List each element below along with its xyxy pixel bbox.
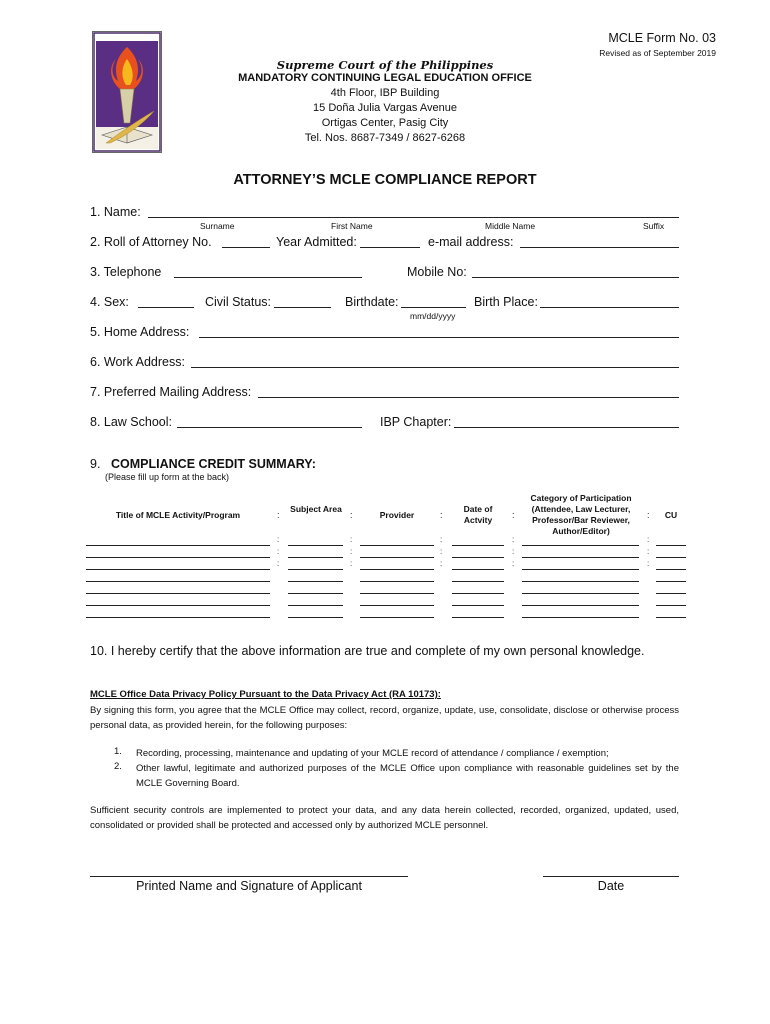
table-cell-category[interactable] <box>522 581 639 582</box>
work-address-label: 6. Work Address: <box>90 355 185 369</box>
table-cell-date[interactable] <box>452 593 504 594</box>
birthdate-hint: mm/dd/yyyy <box>410 311 456 321</box>
privacy-item-1: Recording, processing, maintenance and updating of your MCLE record of attendance / compliance / exemption; <box>136 748 609 759</box>
privacy-item-1-number: 1. <box>114 746 122 757</box>
email-label: e-mail address: <box>428 235 514 249</box>
header-colon: : <box>350 510 353 520</box>
table-cell-date[interactable] <box>452 569 504 570</box>
table-cell-provider[interactable] <box>360 569 434 570</box>
address-line-2: 15 Doña Julia Vargas Avenue <box>313 102 457 114</box>
birthplace-label: Birth Place: <box>474 295 538 309</box>
revision-date: Revised as of September 2019 <box>599 48 716 58</box>
compliance-number: 9. <box>90 457 101 471</box>
table-cell-category[interactable] <box>522 545 639 546</box>
table-cell-title[interactable] <box>86 545 270 546</box>
privacy-item-2-number: 2. <box>114 761 122 772</box>
row-colon: : <box>350 547 353 556</box>
middle-name-caption: Middle Name <box>485 221 536 231</box>
row-colon: : <box>277 535 280 544</box>
row-colon: : <box>350 559 353 568</box>
birthplace-field[interactable] <box>540 307 679 308</box>
table-cell-category[interactable] <box>522 593 639 594</box>
table-cell-cu[interactable] <box>656 617 686 618</box>
col-cu-header: CU <box>664 510 678 520</box>
header-colon: : <box>512 510 515 520</box>
table-cell-subject[interactable] <box>288 617 343 618</box>
compliance-note: (Please fill up form at the back) <box>105 472 230 482</box>
col-subject-header: Subject Area <box>290 504 342 514</box>
table-cell-cu[interactable] <box>656 593 686 594</box>
col-category-header: Category of Participation (Attendee, Law Lecturer, Professor/Bar Reviewer, Author/Editor) <box>530 493 632 536</box>
telephone-field[interactable] <box>174 277 362 278</box>
telephone-numbers: Tel. Nos. 8687-7349 / 8627-6268 <box>304 132 466 144</box>
row-colon: : <box>512 535 515 544</box>
address-line-3: Ortigas Center, Pasig City <box>321 117 449 129</box>
ibp-chapter-field[interactable] <box>454 427 679 428</box>
table-cell-subject[interactable] <box>288 581 343 582</box>
table-cell-date[interactable] <box>452 545 504 546</box>
table-cell-provider[interactable] <box>360 605 434 606</box>
sex-label: 4. Sex: <box>90 295 129 309</box>
table-cell-title[interactable] <box>86 569 270 570</box>
suffix-caption: Suffix <box>643 221 665 231</box>
table-cell-subject[interactable] <box>288 605 343 606</box>
signature-field[interactable] <box>90 876 408 877</box>
signature-caption: Printed Name and Signature of Applicant <box>136 879 362 893</box>
table-cell-category[interactable] <box>522 605 639 606</box>
table-cell-date[interactable] <box>452 557 504 558</box>
table-cell-date[interactable] <box>452 617 504 618</box>
name-label: 1. Name: <box>90 205 141 219</box>
row-colon: : <box>647 547 650 556</box>
table-cell-provider[interactable] <box>360 593 434 594</box>
page-title: ATTORNEY’S MCLE COMPLIANCE REPORT <box>233 172 537 188</box>
table-cell-provider[interactable] <box>360 617 434 618</box>
table-cell-title[interactable] <box>86 557 270 558</box>
first-name-caption: First Name <box>331 221 373 231</box>
table-cell-cu[interactable] <box>656 605 686 606</box>
row-colon: : <box>647 559 650 568</box>
mobile-field[interactable] <box>472 277 679 278</box>
court-name: Supreme Court of the Philippines <box>276 58 494 72</box>
row-colon: : <box>440 535 443 544</box>
row-colon: : <box>277 559 280 568</box>
row-colon: : <box>647 535 650 544</box>
home-address-field[interactable] <box>199 337 679 338</box>
address-line-1: 4th Floor, IBP Building <box>330 87 440 99</box>
col-provider-header: Provider <box>379 510 415 520</box>
table-cell-category[interactable] <box>522 569 639 570</box>
telephone-label: 3. Telephone <box>90 265 162 279</box>
table-cell-provider[interactable] <box>360 557 434 558</box>
privacy-heading: MCLE Office Data Privacy Policy Pursuant to the Data Privacy Act (RA 10173): <box>90 689 441 700</box>
table-cell-date[interactable] <box>452 605 504 606</box>
civil-status-field[interactable] <box>274 307 331 308</box>
ibp-chapter-label: IBP Chapter: <box>380 415 452 429</box>
table-cell-title[interactable] <box>86 581 270 582</box>
mobile-label: Mobile No: <box>407 265 467 279</box>
table-cell-title[interactable] <box>86 593 270 594</box>
table-cell-title[interactable] <box>86 605 270 606</box>
table-cell-subject[interactable] <box>288 593 343 594</box>
mailing-address-label: 7. Preferred Mailing Address: <box>90 385 252 399</box>
certification-statement: 10. I hereby certify that the above information are true and complete of my own personal knowledge. <box>90 644 645 658</box>
birthdate-field[interactable] <box>401 307 466 308</box>
sex-field[interactable] <box>138 307 194 308</box>
date-field[interactable] <box>543 876 679 877</box>
row-colon: : <box>277 547 280 556</box>
table-cell-subject[interactable] <box>288 569 343 570</box>
table-cell-provider[interactable] <box>360 581 434 582</box>
header-colon: : <box>440 510 443 520</box>
home-address-label: 5. Home Address: <box>90 325 190 339</box>
header-colon: : <box>647 510 650 520</box>
table-cell-cu[interactable] <box>656 581 686 582</box>
table-cell-cu[interactable] <box>656 545 686 546</box>
table-cell-title[interactable] <box>86 617 270 618</box>
table-cell-category[interactable] <box>522 617 639 618</box>
table-cell-date[interactable] <box>452 581 504 582</box>
surname-caption: Surname <box>200 221 235 231</box>
table-cell-category[interactable] <box>522 557 639 558</box>
col-title-header: Title of MCLE Activity/Program <box>115 510 241 520</box>
privacy-security: Sufficient security controls are implemented to protect your data, and any data herein collected, recorded, organized, updated, used, consolidated or provided shall be protected and accessed only by authorized MCLE personnel. <box>90 805 679 831</box>
table-cell-cu[interactable] <box>656 569 686 570</box>
compliance-title: COMPLIANCE CREDIT SUMMARY: <box>111 457 316 471</box>
birthdate-label: Birthdate: <box>345 295 399 309</box>
office-name: MANDATORY CONTINUING LEGAL EDUCATION OFFICE <box>238 72 532 84</box>
date-caption: Date <box>597 879 625 893</box>
email-field[interactable] <box>520 247 679 248</box>
row-colon: : <box>440 559 443 568</box>
header-colon: : <box>277 510 280 520</box>
table-cell-subject[interactable] <box>288 545 343 546</box>
year-field[interactable] <box>360 247 420 248</box>
form-number: MCLE Form No. 03 <box>608 31 716 45</box>
privacy-intro: By signing this form, you agree that the MCLE Office may collect, record, organize, update, use, consolidate, disclose or otherwise process personal data, as provided herein, for the following purposes: <box>90 705 679 731</box>
mailing-address-field[interactable] <box>258 397 679 398</box>
row-colon: : <box>350 535 353 544</box>
table-cell-subject[interactable] <box>288 557 343 558</box>
row-colon: : <box>512 559 515 568</box>
roll-label: 2. Roll of Attorney No. <box>90 235 212 249</box>
torch-logo-icon <box>92 31 162 153</box>
table-cell-provider[interactable] <box>360 545 434 546</box>
work-address-field[interactable] <box>191 367 679 368</box>
law-school-field[interactable] <box>177 427 362 428</box>
roll-field[interactable] <box>222 247 270 248</box>
civil-status-label: Civil Status: <box>205 295 271 309</box>
table-cell-cu[interactable] <box>656 557 686 558</box>
law-school-label: 8. Law School: <box>90 415 172 429</box>
row-colon: : <box>440 547 443 556</box>
year-label: Year Admitted: <box>276 235 357 249</box>
name-field[interactable] <box>148 217 679 218</box>
col-date-header: Date of Actvity <box>463 504 493 525</box>
row-colon: : <box>512 547 515 556</box>
privacy-item-2: Other lawful, legitimate and authorized purposes of the MCLE Office upon compliance with reasonable guidelines set by the MCLE Governing Board. <box>136 763 679 789</box>
logo <box>92 31 162 153</box>
